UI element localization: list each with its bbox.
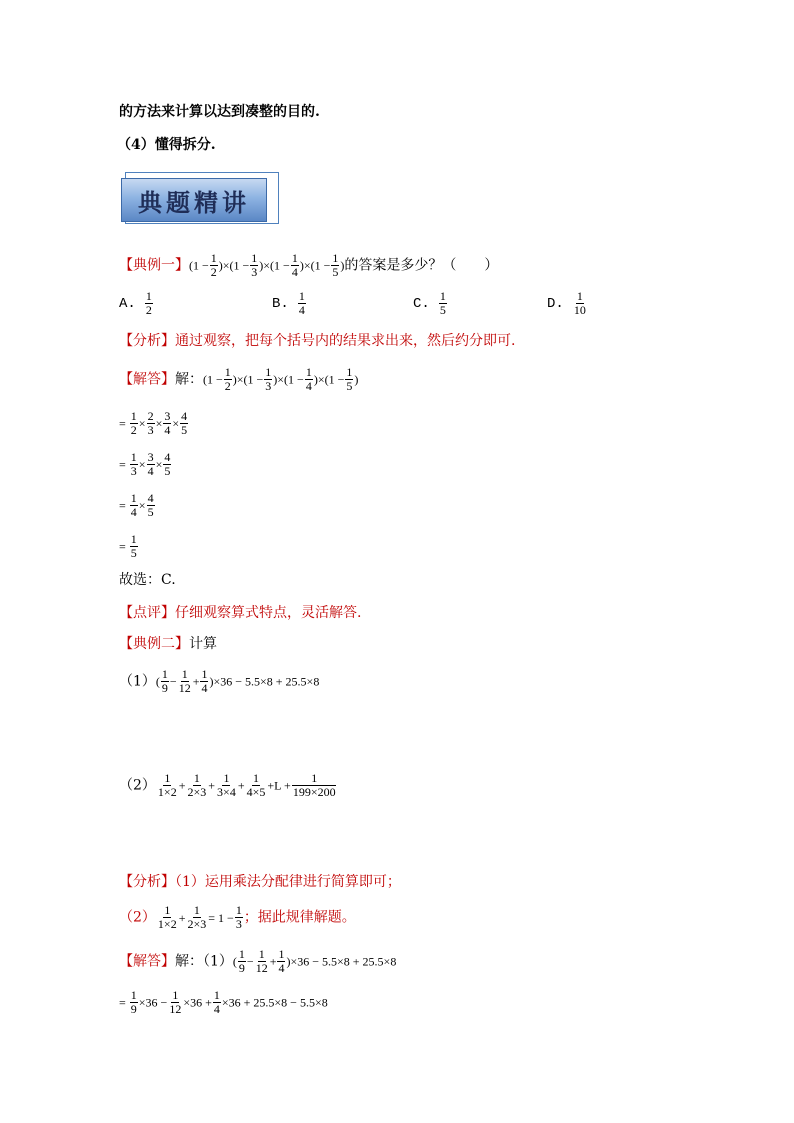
answer-tag: 【解答】: [119, 371, 175, 388]
example1-question: 【典例一】(1 − $\frac{1}{2}$ )×(1 − $\frac{1}{3}$ )×(1 − $\frac{1}{4}$ )×(1 − $\frac{1}{5}$ )的答案是多少？（ ）: [119, 251, 499, 279]
example2-problem-2: （2） $\frac{1}{1\times 2}$ + $\frac{1}{2\times 3}$ + $\frac{1}{3\times 4}$ + $\frac{1}{4\times 5}$ +L + $\frac{1}{199\times 200}$: [119, 771, 336, 799]
example2-answer: 【解答】解：（1）( $\frac{1}{9}$ − $\frac{1}{12}$ + $\frac{1}{4}$ )×36 − 5.5×8 + 25.5×8: [119, 947, 397, 975]
comment-text: 仔细观察算式特点，灵活解答.: [175, 605, 362, 621]
example2-heading: [119, 635, 217, 653]
intro-line-2: （4）懂得拆分.: [117, 137, 216, 153]
example2-title: 计算: [189, 636, 217, 652]
step-3: = $\frac{1}{4}$ × $\frac{4}{5}$: [119, 491, 154, 519]
intro-line-1: 的方法来计算以达到凑整的目的.: [119, 104, 320, 120]
example1-comment: [119, 604, 361, 622]
example1-tag: 【典例一】: [119, 257, 189, 274]
example1-answer-line: 【解答】解：(1 − $\frac{1}{2}$ )×(1 − $\frac{1}{3}$ )×(1 − $\frac{1}{4}$ )×(1 − $\frac{1}{5}$ ): [119, 365, 359, 393]
option-c: C. 1 5: [413, 289, 446, 317]
analysis-text: 通过观察，把每个括号内的结果求出来，然后约分即可.: [175, 333, 516, 349]
option-b: B. 1 4: [272, 289, 305, 317]
example1-question-tail: 的答案是多少？（ ）: [344, 257, 499, 274]
example2-answer-step: = $\frac{1}{9}$ ×36 − $\frac{1}{12}$ ×36 + $\frac{1}{4}$ ×36 + 25.5×8 − 5.5×8: [119, 988, 328, 1016]
example2-analysis: 【分析】（1）运用乘法分配律进行简算即可；: [119, 874, 401, 890]
example2-tag: 【典例二】: [119, 636, 189, 652]
option-a: A. 1 2: [119, 289, 152, 317]
analysis-tag: 【分析】: [119, 333, 175, 349]
example2-analysis-2: （2） $\frac{1}{1\times 2}$ + $\frac{1}{2\times 3}$ = 1 − $\frac{1}{3}$ ；据此规律解题。: [119, 903, 356, 931]
step-4: = $\frac{1}{5}$: [119, 532, 137, 560]
option-d: D. 1 10: [547, 289, 586, 317]
section-banner: 典题精讲: [121, 178, 267, 222]
step-2: = $\frac{1}{3}$ × $\frac{3}{4}$ × $\frac{4}{5}$: [119, 450, 171, 478]
example1-analysis: [119, 332, 515, 350]
example2-problem-1: （1）( $\frac{1}{9}$ − $\frac{1}{12}$ + $\frac{1}{4}$ )×36 − 5.5×8 + 25.5×8: [119, 667, 320, 695]
example1-choice: 故选：C.: [119, 572, 176, 588]
step-1: = $\frac{1}{2}$ × $\frac{2}{3}$ × $\frac{3}{4}$ × $\frac{4}{5}$: [119, 409, 188, 437]
comment-tag: 【点评】: [119, 605, 175, 621]
